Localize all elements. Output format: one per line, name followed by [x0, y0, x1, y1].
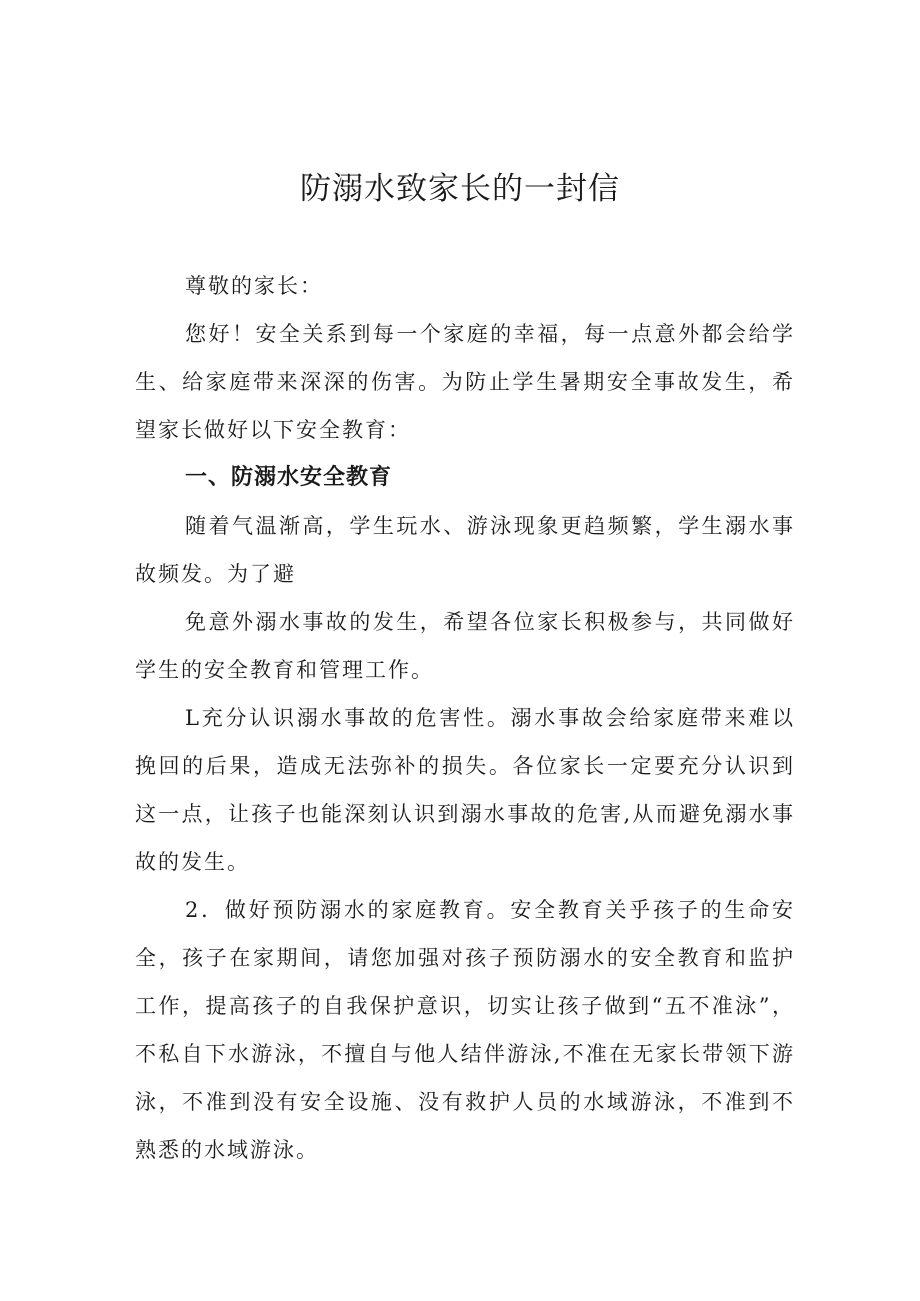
intro-paragraph: 您好！安全关系到每一个家庭的幸福，每一点意外都会给学生、给家庭带来深深的伤害。为防止学生暑期安全事故发生，希望家长做好以下安全教育：	[135, 322, 795, 442]
salutation: 尊敬的家长：	[185, 274, 323, 298]
section-heading-drowning-safety: 一、防溺水安全教育	[185, 465, 393, 490]
paragraph-2: 免意外溺水事故的发生，希望各位家长积极参与，共同做好学生的安全教育和管理工作。	[135, 610, 795, 682]
paragraph-4: 2．做好预防溺水的家庭教育。安全教育关乎孩子的生命安全，孩子在家期间，请您加强对孩子预防溺水的安全教育和监护工作，提高孩子的自我保护意识，切实让孩子做到“五不准泳”，不私自下水游泳，不擅自与他人结伴游泳,不准在无家长带领下游泳，不准到没有安全设施、没有救护人员的水域游泳，不准到不熟悉的水域游泳。	[135, 898, 795, 1162]
document-title: 防溺水致家长的一封信	[300, 171, 620, 207]
letter-body	[135, 262, 795, 1174]
paragraph-1: 随着气温渐高，学生玩水、游泳现象更趋频繁，学生溺水事故频发。为了避	[135, 514, 795, 586]
paragraph-3: L充分认识溺水事故的危害性。溺水事故会给家庭带来难以挽回的后果，造成无法弥补的损失。各位家长一定要充分认识到这一点，让孩子也能深刻认识到溺水事故的危害,从而避免溺水事故的发生。	[135, 706, 795, 874]
